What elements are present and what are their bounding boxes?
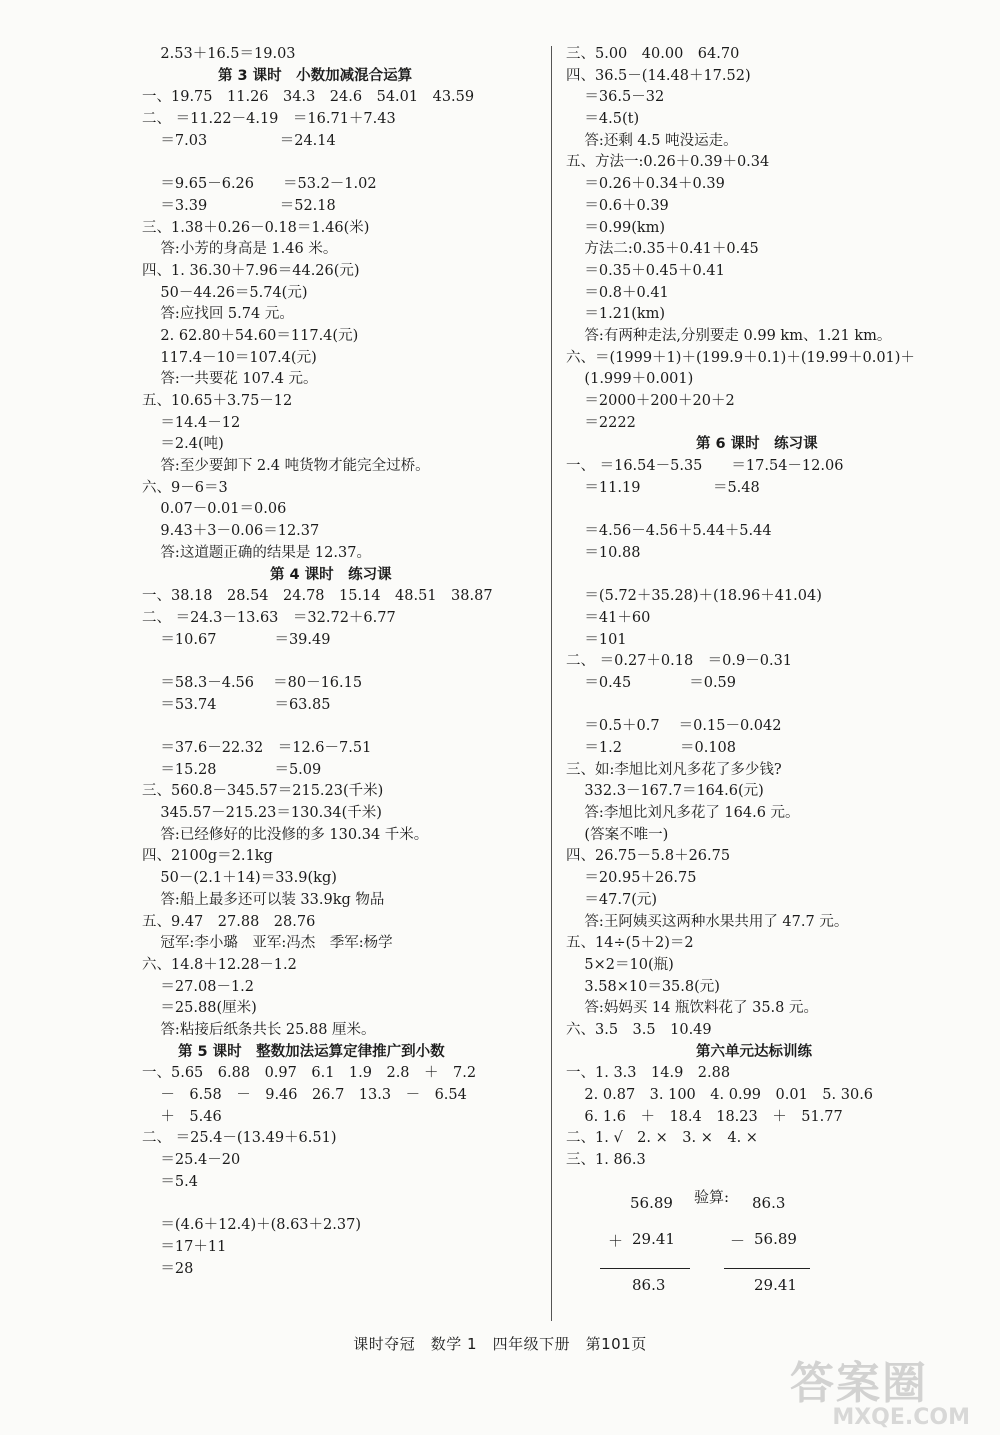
answer-line: 2.53＋16.5＝19.03 bbox=[142, 46, 296, 62]
answer-line: ＝1.2 ＝0.108 bbox=[566, 740, 737, 756]
answer-line: 答:这道题正确的结果是 12.37。 bbox=[142, 544, 371, 561]
answer-line: 四、36.5－(14.48＋17.52) bbox=[566, 67, 751, 84]
calc-left-rule bbox=[600, 1268, 690, 1269]
answer-line: 三、5.00 40.00 64.70 bbox=[566, 46, 740, 62]
answer-line: 冠军:李小璐 亚军:冯杰 季军:杨学 bbox=[142, 935, 393, 952]
column-divider bbox=[551, 46, 552, 1321]
page-footer: 课时夺冠 数学 1 四年级下册 第101页 bbox=[353, 1335, 647, 1353]
answer-line: ＝7.03 ＝24.14 bbox=[142, 132, 336, 149]
answer-line: ＝4.5(t) bbox=[566, 111, 640, 128]
answer-line: 答:还剩 4.5 吨没运走。 bbox=[566, 132, 738, 149]
answer-line: ＝(5.72＋35.28)＋(18.96＋41.04) bbox=[566, 588, 822, 605]
answer-line: 答:妈妈买 14 瓶饮料花了 35.8 元。 bbox=[566, 1000, 818, 1017]
watermark-url: MXQE.COM bbox=[832, 1405, 970, 1430]
answer-line: ＝9.65－6.26 ＝53.2－1.02 bbox=[142, 176, 377, 193]
answer-line: ＝28 bbox=[142, 1260, 194, 1277]
answer-line: ＝41＋60 bbox=[566, 609, 651, 626]
answer-line: ＝10.67 ＝39.49 bbox=[142, 631, 331, 648]
answer-line: 345.57－215.23＝130.34(千米) bbox=[142, 805, 382, 822]
answer-line: (1.999＋0.001) bbox=[566, 371, 694, 388]
answer-line: ＝14.4－12 bbox=[142, 414, 241, 431]
answer-line: 0.07－0.01＝0.06 bbox=[142, 501, 287, 518]
calc-left-plus: ＋ bbox=[608, 1232, 624, 1250]
answer-line: 方法二:0.35＋0.41＋0.45 bbox=[566, 241, 759, 258]
answer-line: 一、19.75 11.26 34.3 24.6 54.01 43.59 bbox=[142, 89, 475, 106]
answer-line: 二、 ＝25.4－(13.49＋6.51) bbox=[142, 1130, 337, 1147]
answer-line: 二、 ＝24.3－13.63 ＝32.72＋6.77 bbox=[142, 609, 396, 626]
answer-line: 2. 62.80＋54.60＝117.4(元) bbox=[142, 327, 359, 344]
answer-line: ＝0.35＋0.45＋0.41 bbox=[566, 262, 725, 279]
calc-right-subtrahend: 56.89 bbox=[754, 1230, 797, 1248]
answer-line bbox=[142, 716, 542, 738]
answer-line: 六、9－6＝3 bbox=[142, 479, 228, 496]
answer-line: 六、14.8＋12.28－1.2 bbox=[142, 956, 297, 973]
calc-left-addend: 29.41 bbox=[632, 1230, 675, 1248]
answer-line: 2. 0.87 3. 100 4. 0.99 0.01 5. 30.6 bbox=[566, 1087, 874, 1103]
answer-line: 六、＝(1999＋1)＋(199.9＋0.1)＋(19.99＋0.01)＋ bbox=[566, 349, 915, 366]
answer-line: ＝36.5－32 bbox=[566, 89, 665, 106]
answer-line bbox=[566, 499, 966, 521]
answer-line: 答:已经修好的比没修的多 130.34 千米。 bbox=[142, 826, 429, 843]
answer-line: 三、1. 86.3 bbox=[566, 1152, 646, 1169]
answer-line: 6. 1.6 ＋ 18.4 18.23 ＋ 51.77 bbox=[566, 1108, 843, 1125]
answer-line: ＝0.45 ＝0.59 bbox=[566, 674, 737, 691]
section-title: 第 5 课时 整数加法运算定律推广到小数 bbox=[178, 1043, 445, 1060]
answer-line: 二、 ＝0.27＋0.18 ＝0.9－0.31 bbox=[566, 653, 793, 670]
watermark-logo-text: 答案圈 bbox=[790, 1358, 928, 1409]
answer-line: ＝47.7(元) bbox=[566, 891, 658, 908]
answer-line: ＝0.99(km) bbox=[566, 219, 666, 236]
answer-line: 答:一共要花 107.4 元。 bbox=[142, 371, 318, 388]
answer-line: ＝25.88(厘米) bbox=[142, 1000, 257, 1017]
answer-line: 332.3－167.7＝164.6(元) bbox=[566, 783, 764, 800]
answer-line: (答案不唯一) bbox=[566, 826, 669, 843]
answer-line: ＝0.6＋0.39 bbox=[566, 197, 669, 214]
answer-line: ＋ 5.46 bbox=[142, 1108, 222, 1125]
calc-left-top: 56.89 bbox=[630, 1194, 673, 1212]
answer-line: ＝2222 bbox=[566, 414, 636, 431]
answer-line: 四、2100g＝2.1kg bbox=[142, 848, 273, 865]
answer-line: 六、3.5 3.5 10.49 bbox=[566, 1021, 712, 1038]
answer-line: 二、1. √ 2. × 3. × 4. × bbox=[566, 1130, 758, 1147]
answer-line: 答:船上最多还可以装 33.9kg 物品 bbox=[142, 891, 385, 908]
answer-line: 三、1.38＋0.26－0.18＝1.46(米) bbox=[142, 219, 370, 236]
answer-line: ＝11.19 ＝5.48 bbox=[566, 479, 760, 496]
answer-line: ＝15.28 ＝5.09 bbox=[142, 761, 322, 778]
calc-right-result: 29.41 bbox=[754, 1276, 797, 1294]
answer-line: 5×2＝10(瓶) bbox=[566, 956, 674, 973]
answer-line: ＝(4.6＋12.4)＋(8.63＋2.37) bbox=[142, 1217, 361, 1234]
answer-line: ＝0.26＋0.34＋0.39 bbox=[566, 176, 725, 193]
answer-line: 9.43＋3－0.06＝12.37 bbox=[142, 523, 320, 540]
answer-line: 50－44.26＝5.74(元) bbox=[142, 284, 308, 301]
section-title: 第六单元达标训练 bbox=[696, 1043, 812, 1060]
answer-line: 三、560.8－345.57＝215.23(千米) bbox=[142, 783, 384, 800]
section-title: 第 4 课时 练习课 bbox=[270, 566, 392, 583]
answer-line: ＝53.74 ＝63.85 bbox=[142, 696, 331, 713]
answer-line: ＝4.56－4.56＋5.44＋5.44 bbox=[566, 523, 772, 540]
answer-line: ＝10.88 bbox=[566, 544, 641, 561]
answer-line: 答:应找回 5.74 元。 bbox=[142, 306, 294, 323]
answer-line: ＝27.08－1.2 bbox=[142, 978, 255, 995]
answer-line: 答:小芳的身高是 1.46 米。 bbox=[142, 241, 338, 258]
answer-line: 五、方法一:0.26＋0.39＋0.34 bbox=[566, 154, 770, 171]
calc-left-result: 86.3 bbox=[632, 1276, 666, 1294]
answer-line: ＝37.6－22.32 ＝12.6－7.51 bbox=[142, 740, 372, 756]
answer-line: 四、1. 36.30＋7.96＝44.26(元) bbox=[142, 262, 360, 279]
answer-line: 答:王阿姨买这两种水果共用了 47.7 元。 bbox=[566, 913, 849, 930]
answer-line: 一、 ＝16.54－5.35 ＝17.54－12.06 bbox=[566, 458, 844, 475]
answer-line: 五、9.47 27.88 28.76 bbox=[142, 913, 316, 930]
calc-right-top: 86.3 bbox=[752, 1194, 786, 1212]
answer-line bbox=[566, 565, 966, 587]
answer-line: ＝1.21(km) bbox=[566, 306, 666, 323]
right-column bbox=[566, 44, 966, 1172]
calc-right-rule bbox=[724, 1268, 810, 1269]
answer-line: 答:至少要卸下 2.4 吨货物才能完全过桥。 bbox=[142, 458, 430, 475]
answer-line: 一、1. 3.3 14.9 2.88 bbox=[566, 1065, 731, 1082]
check-label: 验算: bbox=[694, 1188, 730, 1206]
answer-line: 答:粘接后纸条共长 25.88 厘米。 bbox=[142, 1021, 376, 1038]
answer-line: ＝5.4 bbox=[142, 1173, 198, 1190]
answer-line: ＝2.4(吨) bbox=[142, 436, 224, 453]
answer-line: 五、10.65＋3.75－12 bbox=[142, 393, 293, 409]
answer-line: ＝20.95＋26.75 bbox=[566, 870, 697, 887]
answer-line bbox=[142, 651, 542, 673]
answer-line: ＝17＋11 bbox=[142, 1238, 227, 1255]
answer-line: ＝25.4－20 bbox=[142, 1152, 241, 1169]
answer-line: 一、5.65 6.88 0.97 6.1 1.9 2.8 ＋ 7.2 bbox=[142, 1065, 477, 1082]
answer-line: ＝0.5＋0.7 ＝0.15－0.042 bbox=[566, 718, 782, 735]
watermark-logo bbox=[790, 1347, 970, 1430]
answer-line: 五、14÷(5＋2)＝2 bbox=[566, 935, 694, 952]
section-title: 第 3 课时 小数加减混合运算 bbox=[218, 67, 413, 84]
answer-line: 答:李旭比刘凡多花了 164.6 元。 bbox=[566, 805, 800, 822]
answer-line: ＝0.8＋0.41 bbox=[566, 284, 669, 301]
answer-line: ＝2000＋200＋20＋2 bbox=[566, 393, 735, 409]
left-column bbox=[142, 44, 542, 1280]
answer-line: ＝58.3－4.56 ＝80－16.15 bbox=[142, 674, 363, 691]
answer-line bbox=[142, 152, 542, 174]
answer-line: 3.58×10＝35.8(元) bbox=[566, 978, 720, 995]
calc-right-minus: － bbox=[730, 1232, 746, 1250]
answer-line: 四、26.75－5.8＋26.75 bbox=[566, 848, 731, 865]
answer-line: 117.4－10＝107.4(元) bbox=[142, 349, 317, 366]
answer-line: 一、38.18 28.54 24.78 15.14 48.51 38.87 bbox=[142, 588, 493, 605]
answer-line: 三、如:李旭比刘凡多花了多少钱? bbox=[566, 761, 782, 778]
answer-line bbox=[566, 695, 966, 717]
section-title: 第 6 课时 练习课 bbox=[696, 436, 818, 453]
answer-line: － 6.58 － 9.46 26.7 13.3 － 6.54 bbox=[142, 1087, 467, 1103]
answer-line: ＝3.39 ＝52.18 bbox=[142, 197, 336, 214]
answer-line: 50－(2.1＋14)＝33.9(kg) bbox=[142, 870, 337, 887]
answer-line: ＝101 bbox=[566, 631, 627, 648]
answer-line: 二、 ＝11.22－4.19 ＝16.71＋7.43 bbox=[142, 111, 396, 128]
answer-line: 答:有两种走法,分别要走 0.99 km、1.21 km。 bbox=[566, 327, 892, 344]
vertical-calculation bbox=[0, 1186, 1000, 1306]
